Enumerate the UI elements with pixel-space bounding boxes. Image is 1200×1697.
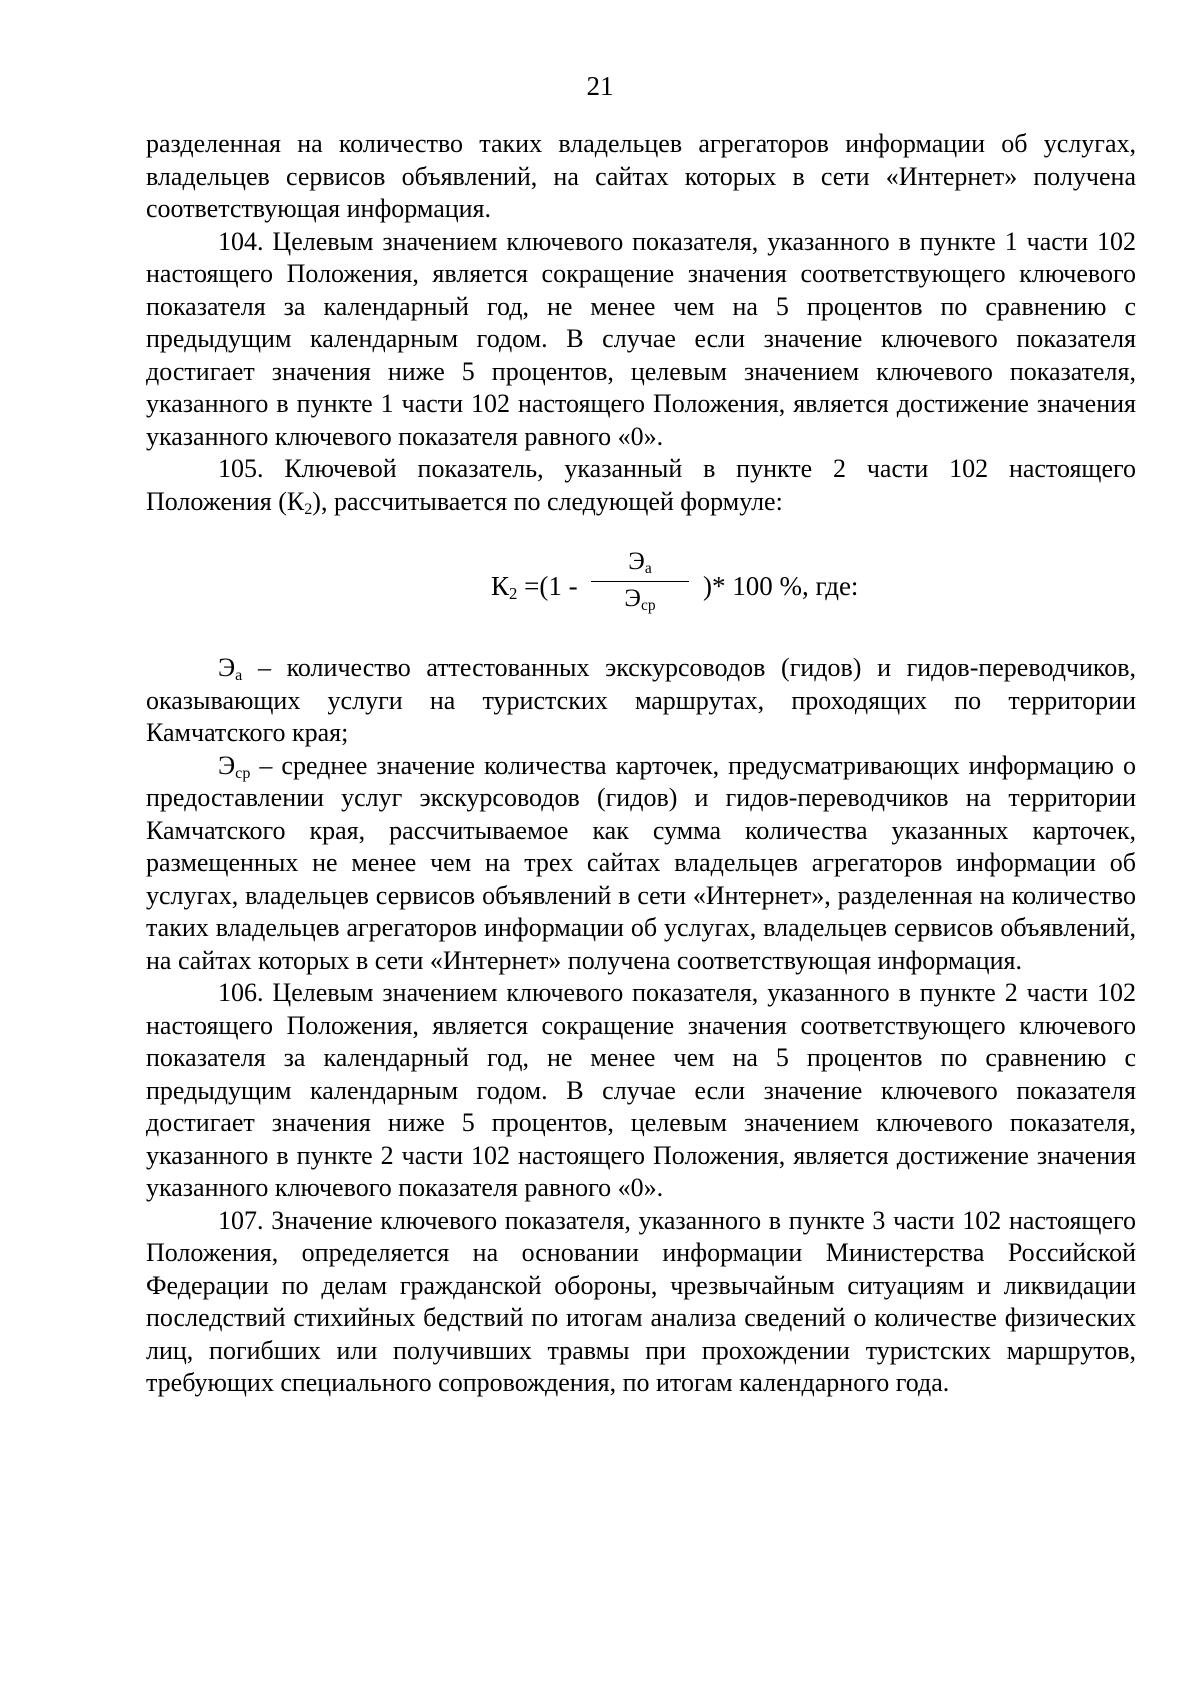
paragraph-105-text-start: 105. Ключевой показатель, указанный в пункте 2 части 102 настоящего Положения (К	[146, 454, 1136, 516]
formula-lhs-rest: =(1 -	[517, 571, 585, 601]
formula-denominator-symbol: Э	[624, 585, 641, 612]
paragraph-107: 107. Значение ключевого показателя, указанного в пункте 3 части 102 настоящего Положения, определяется на основании информации Министерства Российской Федерации по делам гражданской обороны, чрезвычайным ситуациям и ликвидации последствий стихийных бедствий по итогам анализа сведений о количестве физических лиц, погибших или получивших травмы при прохождении туристских маршрутов, требующих специального сопровождения, по итогам календарного года.	[146, 1205, 1136, 1397]
paragraph-105-text-end: ), рассчитывается по следующей формуле:	[312, 486, 783, 516]
formula-k2	[146, 518, 1136, 652]
formula-numerator	[591, 548, 689, 576]
definition-esr	[146, 750, 1136, 978]
formula-lhs	[491, 570, 584, 603]
paragraph-106: 106. Целевым значением ключевого показателя, указанного в пункте 2 части 102 настоящего Положения, является сокращение значения соответствующего ключевого показателя за календарный год, не менее чем на 5 процентов по сравнению с предыдущим календарным годом. В случае если значение ключевого показателя достигает значения ниже 5 процентов, целевым значением ключевого показателя, указанного в пункте 2 части 102 настоящего Положения, является достижение значения указанного ключевого показателя равного «0».	[146, 978, 1136, 1202]
formula-lhs-symbol: К	[491, 571, 510, 601]
formula-lhs-subscript: 2	[509, 584, 518, 604]
paragraph-104: 104. Целевым значением ключевого показателя, указанного в пункте 1 части 102 настоящего Положения, является сокращение значения соответствующего ключевого показателя за календарный год, не менее чем на 5 процентов по сравнению с предыдущим календарным годом. В случае если значение ключевого показателя достигает значения ниже 5 процентов, целевым значением ключевого показателя, указанного в пункте 1 части 102 настоящего Положения, является достижение значения указанного ключевого показателя равного «0».	[146, 226, 1136, 451]
definition-ea	[146, 652, 1136, 750]
paragraph-105	[146, 453, 1136, 518]
definition-ea-symbol: Э	[218, 653, 236, 682]
definition-ea-text: – количество аттестованных экскурсоводов (гидов) и гидов-переводчиков, оказывающих услуги на туристских маршрутах, проходящих по территории Камчатского края;	[146, 653, 1136, 747]
formula-numerator-subscript: а	[644, 559, 652, 577]
paragraph-105-subscript: 2	[304, 500, 313, 518]
page-number: 21	[586, 71, 614, 101]
document-body	[146, 128, 1136, 1400]
formula-denominator-subscript: ср	[640, 596, 656, 614]
paragraph-continuation: разделенная на количество таких владельцев агрегаторов информации об услугах, владельцев сервисов объявлений, на сайтах которых в сети «Интернет» получена соответствующая информация.	[146, 129, 1136, 223]
definition-esr-subscript: ср	[235, 764, 251, 782]
formula-suffix: )* 100 %, где:	[703, 571, 859, 601]
definition-esr-text: – среднее значение количества карточек, предусматривающих информацию о предоставлении услуг экскурсоводов (гидов) и гидов-переводчиков на территории Камчатского края, рассчитываемое как сумма количества указанных карточек, размещенных не менее чем на трех сайтах владельцев агрегаторов информации об услугах, владельцев сервисов объявлений в сети «Интернет», разделенная на количество таких владельцев агрегаторов информации об услугах, владельцев сервисов объявлений, на сайтах которых в сети «Интернет» получена соответствующая информация.	[146, 750, 1136, 975]
formula-fraction	[591, 548, 689, 618]
definition-esr-symbol: Э	[218, 750, 236, 780]
formula-denominator	[591, 585, 689, 613]
formula-numerator-symbol: Э	[628, 548, 645, 575]
definition-ea-subscript: а	[235, 667, 243, 685]
formula-fraction-bar	[591, 581, 689, 582]
